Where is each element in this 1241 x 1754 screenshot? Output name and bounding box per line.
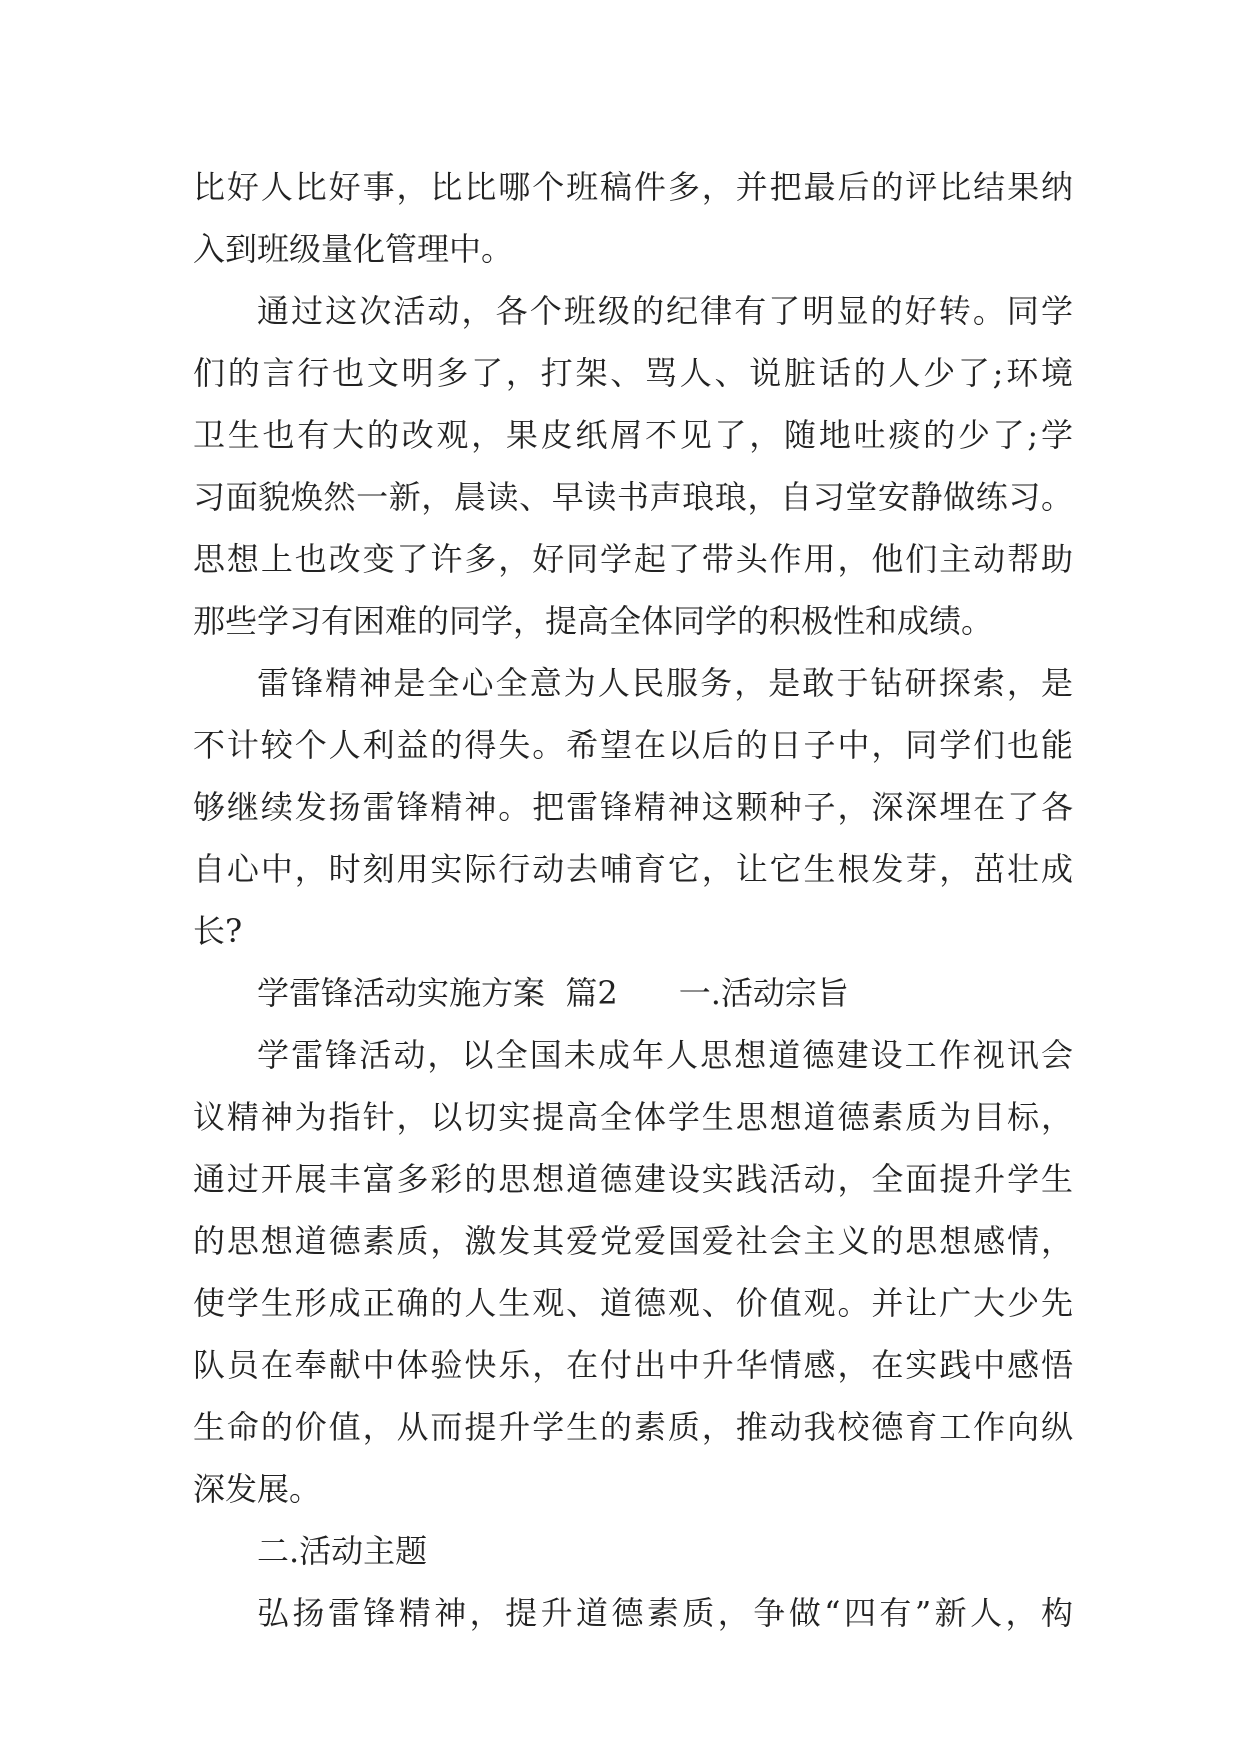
- text-line: 的思想道德素质，激发其爱党爱国爱社会主义的思想感情，: [193, 1222, 1073, 1260]
- text-line: 生命的价值，从而提升学生的素质，推动我校德育工作向纵: [193, 1408, 1073, 1446]
- text-line: 自心中，时刻用实际行动去哺育它，让它生根发芽，茁壮成: [193, 850, 1073, 888]
- text-line: 深发展。: [193, 1470, 322, 1508]
- text-line: 弘扬雷锋精神，提升道德素质，争做“四有”新人，构: [257, 1594, 1073, 1632]
- text-line: 习面貌焕然一新，晨读、早读书声琅琅，自习堂安静做练习。: [193, 478, 1073, 516]
- text-line: 学雷锋活动，以全国未成年人思想道德建设工作视讯会: [257, 1036, 1073, 1074]
- text-line: 不计较个人利益的得失。希望在以后的日子中，同学们也能: [193, 726, 1073, 764]
- text-line: 思想上也改变了许多，好同学起了带头作用，他们主动帮助: [193, 540, 1073, 578]
- text-line: 使学生形成正确的人生观、道德观、价值观。并让广大少先: [193, 1284, 1073, 1322]
- text-line: 学雷锋活动实施方案 篇2 一.活动宗旨: [257, 974, 849, 1012]
- text-line: 队员在奉献中体验快乐，在付出中升华情感，在实践中感悟: [193, 1346, 1073, 1384]
- text-line: 卫生也有大的改观，果皮纸屑不见了，随地吐痰的少了;学: [193, 416, 1073, 454]
- text-line: 通过这次活动，各个班级的纪律有了明显的好转。同学: [257, 292, 1073, 330]
- text-line: 那些学习有困难的同学，提高全体同学的积极性和成绩。: [193, 602, 994, 640]
- text-line: 议精神为指针，以切实提高全体学生思想道德素质为目标，: [193, 1098, 1073, 1136]
- text-line: 雷锋精神是全心全意为人民服务，是敢于钻研探索，是: [257, 664, 1073, 702]
- text-line: 通过开展丰富多彩的思想道德建设实践活动，全面提升学生: [193, 1160, 1073, 1198]
- document-body: [193, 156, 1073, 1644]
- text-line: 二.活动主题: [257, 1532, 428, 1570]
- text-line: 们的言行也文明多了，打架、骂人、说脏话的人少了;环境: [193, 354, 1073, 392]
- text-line: 比好人比好事，比比哪个班稿件多，并把最后的评比结果纳: [193, 168, 1073, 206]
- text-line: 够继续发扬雷锋精神。把雷锋精神这颗种子，深深埋在了各: [193, 788, 1073, 826]
- text-line: 长?: [193, 912, 243, 950]
- text-line: 入到班级量化管理中。: [193, 230, 514, 268]
